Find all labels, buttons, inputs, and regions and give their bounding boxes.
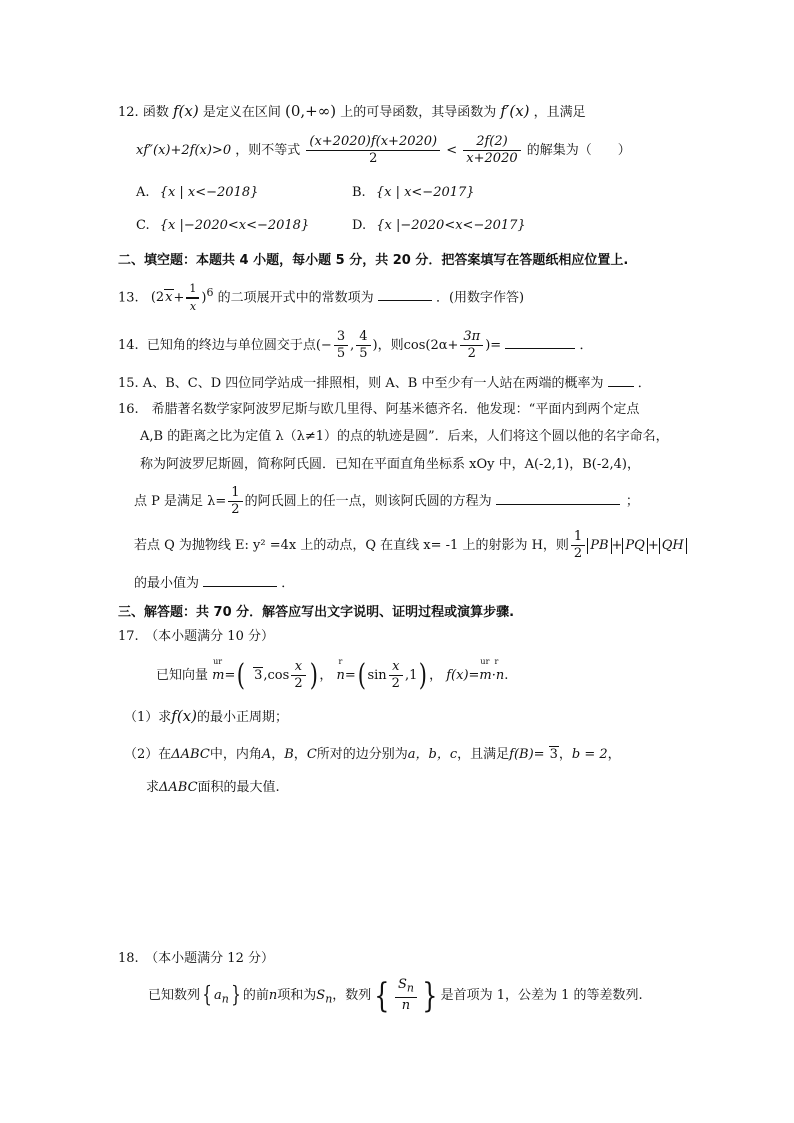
- q16-line6: 的最小值为 ．: [134, 576, 295, 591]
- q13-line: 13. (2x+ $\frac{1}{x}$ )$^6$ 的二项展开式中的常数项为 ．(用数字作答): [118, 281, 525, 313]
- dot-product: ur r m·n: [479, 657, 505, 683]
- q14-line: 14. 已知角的终边与单位圆交于点(− $\frac{3}{5}$ , $\frac{4}{5}$ )，则cos(2α+ $\frac{3\pi}{2}$ )= ．: [118, 329, 593, 361]
- q16-circle-answer-blank[interactable]: [496, 492, 620, 505]
- left-brace-1: {: [202, 982, 212, 1008]
- q15-line: 15. A、B、C、D 四位同学站成一排照相，则 A、B 中至少有一人站在两端的概率为 ．: [118, 376, 651, 391]
- q14-frac-3: $\frac{3\pi}{2}$: [460, 329, 483, 362]
- q14-frac-2: $\frac{4}{5}$: [356, 329, 370, 362]
- right-paren-1: ): [309, 657, 318, 693]
- section-3-title: 三、解答题：共 70 分．解答应写出文字说明、证明过程或演算步骤.: [118, 605, 515, 620]
- right-brace-2: }: [422, 975, 438, 1016]
- q17-given: 已知向量 ur m=( 3,cos $\frac{x}{2}$ ) ， r n=( sin $\frac{x}{2}$ ,1) ， f(x)= ur r m·n.: [156, 656, 508, 696]
- q16-lambda-frac: $\frac{1}{2}$: [228, 485, 242, 518]
- right-paren-2: ): [419, 657, 428, 693]
- q17-frac-2: $\frac{x}{2}$: [389, 659, 403, 692]
- q16-line1: 16. 希腊著名数学家阿波罗尼斯与欧几里得、阿基米德齐名．他发现：“平面内到两个定点: [118, 402, 640, 417]
- q17-part2-line2: 求ΔABC面积的最大值.: [146, 780, 280, 795]
- q18-statement: 已知数列{ $a_n$} 的前n项和为$S_n$，数列{ $\frac{S_n}{n}$ } 是首项为 1，公差为 1 的等差数列.: [148, 975, 643, 1016]
- vector-n: r n: [336, 657, 345, 683]
- q16-min-answer-blank[interactable]: [203, 574, 277, 587]
- q12-option-c: C. {x |−2020<x<−2018}: [136, 218, 310, 233]
- q13-answer-blank[interactable]: [378, 288, 432, 301]
- q16-half-frac: $\frac{1}{2}$: [571, 529, 585, 562]
- left-paren-1: (: [237, 657, 246, 693]
- q17-part1: （1）求f(x)的最小正周期；: [124, 707, 289, 725]
- q12-number: 12.: [118, 105, 139, 120]
- left-paren-2: (: [357, 657, 366, 693]
- q18-header: 18. （本小题满分 12 分）: [118, 951, 274, 966]
- q17-header: 17. （本小题满分 10 分）: [118, 629, 274, 644]
- q15-answer-blank[interactable]: [608, 374, 634, 387]
- q12-fraction-2: $\frac{2f(2)}{x+2020}$: [463, 134, 520, 167]
- q16-line4: 点 P 是满足 λ= $\frac{1}{2}$ 的阿氏圆上的任一点，则该阿氏圆的方程为 ；: [134, 485, 639, 517]
- q16-line3: 称为阿波罗尼斯圆，简称阿氏圆．已知在平面直角坐标系 xOy 中，A(-2,1)，B(-2,4)，: [140, 457, 640, 472]
- q14-frac-1: $\frac{3}{5}$: [334, 329, 348, 362]
- vector-m: ur m: [212, 657, 225, 683]
- q17-part2: （2）在ΔABC中，内角A，B，C所对的边分别为a，b，c，且满足f(B)= 3，b = 2，: [124, 747, 621, 762]
- section-2-title: 二、填空题：本题共 4 小题，每小题 5 分，共 20 分．把答案填写在答题纸相应位置上.: [118, 253, 629, 268]
- q12-fraction-1: $\frac{(x+2020)f(x+2020)}{2}$: [306, 134, 440, 167]
- left-brace-2: {: [374, 975, 390, 1016]
- q12-option-a: A. {x | x<−2018}: [136, 185, 259, 200]
- q18-frac: $\frac{S_n}{n}$: [395, 977, 417, 1014]
- q12-option-d: D. {x |−2020<x<−2017}: [352, 218, 526, 233]
- q12-line2: xf″(x)+2f(x)>0 ，则不等式 $\frac{(x+2020)f(x+2020)}{2}$ < $\frac{2f(2)}{x+2020}$ 的解集为（ ）: [136, 134, 631, 166]
- q14-answer-blank[interactable]: [505, 336, 575, 349]
- q12-option-b: B. {x | x<−2017}: [352, 185, 475, 200]
- right-brace-1: }: [230, 982, 241, 1008]
- q16-line2: A,B 的距离之比为定值 λ（λ≠1）的点的轨迹是圆”．后来，人们将这个圆以他的名字命名，: [140, 429, 669, 444]
- q13-fraction: $\frac{1}{x}$: [186, 281, 199, 315]
- q17-frac-1: $\frac{x}{2}$: [291, 659, 305, 692]
- q12-line1: 12. 函数 f(x) 是定义在区间 (0,+∞) 上的可导函数，其导函数为 f′(x) ，且满足: [118, 102, 586, 120]
- q16-line5: 若点 Q 为抛物线 E: y² =4x 上的动点，Q 在直线 x= -1 上的射影为 H，则 $\frac{1}{2}$ PB + PQ + QH: [134, 528, 687, 564]
